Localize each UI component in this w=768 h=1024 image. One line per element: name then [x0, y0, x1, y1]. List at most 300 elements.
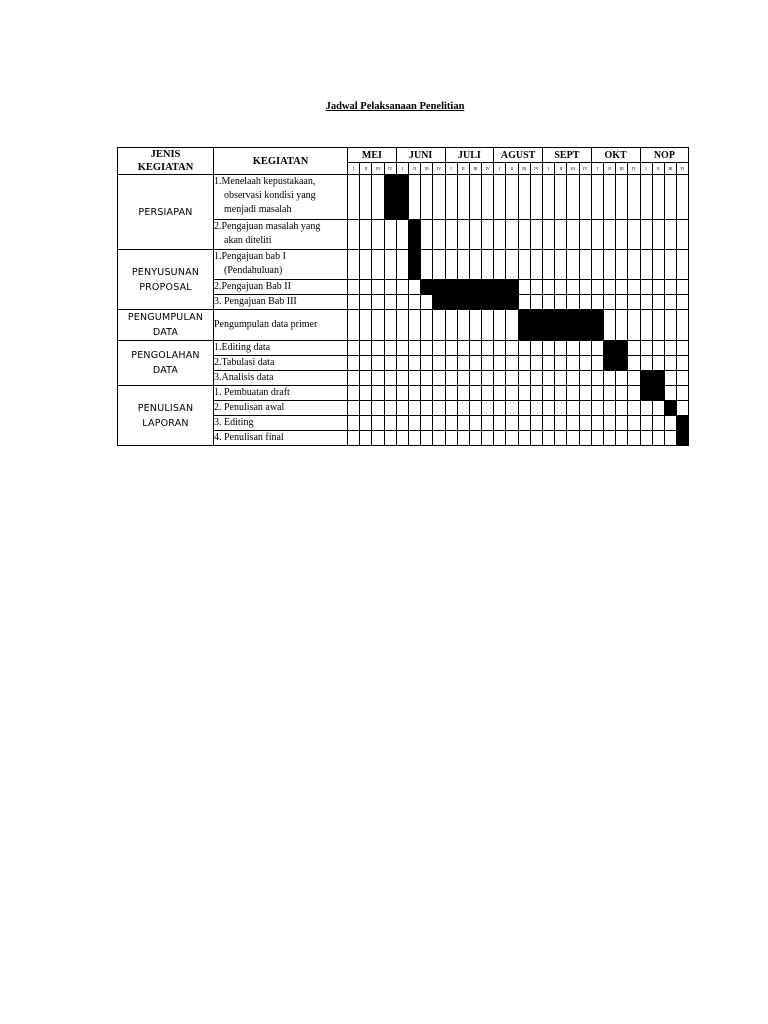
schedule-bar-cell: [640, 371, 652, 386]
schedule-bar-cell: [469, 280, 481, 295]
schedule-empty-cell: [530, 295, 542, 310]
schedule-empty-cell: [396, 250, 408, 280]
schedule-empty-cell: [543, 401, 555, 416]
schedule-empty-cell: [677, 386, 689, 401]
schedule-empty-cell: [664, 295, 676, 310]
schedule-empty-cell: [445, 220, 457, 250]
schedule-empty-cell: [543, 341, 555, 356]
schedule-empty-cell: [652, 431, 664, 446]
schedule-empty-cell: [628, 341, 640, 356]
schedule-empty-cell: [506, 341, 518, 356]
schedule-empty-cell: [506, 250, 518, 280]
jenis-kegiatan-label: PENULISAN: [137, 402, 194, 414]
week-header: IV: [530, 163, 542, 175]
schedule-empty-cell: [433, 356, 445, 371]
schedule-empty-cell: [408, 371, 420, 386]
schedule-empty-cell: [494, 175, 506, 220]
schedule-empty-cell: [579, 341, 591, 356]
schedule-empty-cell: [372, 220, 384, 250]
schedule-empty-cell: [628, 280, 640, 295]
schedule-empty-cell: [396, 401, 408, 416]
schedule-empty-cell: [506, 401, 518, 416]
schedule-empty-cell: [348, 386, 360, 401]
schedule-empty-cell: [530, 356, 542, 371]
activity-label: 3. Editing: [214, 417, 254, 428]
week-header: IV: [482, 163, 494, 175]
schedule-empty-cell: [530, 401, 542, 416]
schedule-empty-cell: [543, 386, 555, 401]
schedule-bar-cell: [494, 280, 506, 295]
schedule-empty-cell: [360, 175, 372, 220]
schedule-empty-cell: [384, 401, 396, 416]
schedule-empty-cell: [457, 250, 469, 280]
schedule-empty-cell: [469, 371, 481, 386]
schedule-empty-cell: [530, 250, 542, 280]
week-header: II: [408, 163, 420, 175]
schedule-empty-cell: [603, 371, 615, 386]
schedule-empty-cell: [652, 220, 664, 250]
schedule-empty-cell: [372, 356, 384, 371]
activity-cell: [214, 250, 348, 280]
week-header: II: [457, 163, 469, 175]
schedule-empty-cell: [494, 310, 506, 341]
schedule-bar-cell: [652, 371, 664, 386]
schedule-empty-cell: [421, 295, 433, 310]
schedule-empty-cell: [603, 386, 615, 401]
schedule-empty-cell: [591, 416, 603, 431]
schedule-empty-cell: [482, 371, 494, 386]
schedule-empty-cell: [421, 310, 433, 341]
schedule-bar-cell: [506, 280, 518, 295]
schedule-bar-cell: [640, 386, 652, 401]
schedule-empty-cell: [640, 356, 652, 371]
schedule-empty-cell: [506, 386, 518, 401]
week-header: III: [421, 163, 433, 175]
schedule-empty-cell: [421, 386, 433, 401]
schedule-empty-cell: [457, 431, 469, 446]
schedule-empty-cell: [518, 295, 530, 310]
schedule-empty-cell: [348, 341, 360, 356]
schedule-empty-cell: [518, 371, 530, 386]
schedule-empty-cell: [372, 310, 384, 341]
week-header: III: [567, 163, 579, 175]
schedule-empty-cell: [482, 175, 494, 220]
schedule-empty-cell: [640, 250, 652, 280]
schedule-empty-cell: [360, 416, 372, 431]
activity-cell: [214, 295, 348, 310]
schedule-empty-cell: [482, 220, 494, 250]
schedule-empty-cell: [664, 341, 676, 356]
schedule-empty-cell: [482, 416, 494, 431]
jenis-kegiatan-label: LAPORAN: [142, 417, 189, 429]
schedule-empty-cell: [469, 250, 481, 280]
schedule-empty-cell: [518, 280, 530, 295]
schedule-empty-cell: [433, 220, 445, 250]
schedule-empty-cell: [421, 220, 433, 250]
jenis-kegiatan-label: PERSIAPAN: [138, 206, 193, 218]
schedule-empty-cell: [543, 371, 555, 386]
activity-label: (Pendahuluan): [224, 265, 283, 276]
activity-row: [118, 175, 689, 220]
schedule-empty-cell: [348, 175, 360, 220]
schedule-empty-cell: [652, 416, 664, 431]
schedule-empty-cell: [677, 250, 689, 280]
schedule-empty-cell: [579, 280, 591, 295]
schedule-empty-cell: [360, 371, 372, 386]
schedule-empty-cell: [360, 431, 372, 446]
schedule-empty-cell: [408, 416, 420, 431]
jenis-header-line1: JENIS: [150, 149, 181, 160]
activity-row: [118, 310, 689, 341]
schedule-empty-cell: [360, 280, 372, 295]
schedule-empty-cell: [640, 220, 652, 250]
schedule-empty-cell: [360, 356, 372, 371]
schedule-empty-cell: [360, 401, 372, 416]
jenis-kegiatan-label: PENGUMPULAN: [127, 312, 204, 323]
schedule-empty-cell: [530, 371, 542, 386]
schedule-empty-cell: [677, 220, 689, 250]
schedule-empty-cell: [555, 356, 567, 371]
schedule-empty-cell: [677, 401, 689, 416]
schedule-empty-cell: [396, 371, 408, 386]
schedule-empty-cell: [494, 356, 506, 371]
week-header: II: [652, 163, 664, 175]
schedule-empty-cell: [518, 356, 530, 371]
schedule-bar-cell: [518, 310, 530, 341]
week-header: II: [360, 163, 372, 175]
week-header: II: [603, 163, 615, 175]
schedule-empty-cell: [530, 220, 542, 250]
activity-label: observasi kondisi yang: [224, 190, 316, 201]
month-header: OKT: [591, 148, 640, 163]
schedule-empty-cell: [652, 295, 664, 310]
schedule-empty-cell: [628, 416, 640, 431]
activity-cell: [214, 371, 348, 386]
schedule-empty-cell: [469, 175, 481, 220]
week-header: III: [616, 163, 628, 175]
schedule-empty-cell: [652, 401, 664, 416]
month-header-row: [118, 148, 689, 163]
schedule-empty-cell: [591, 220, 603, 250]
schedule-empty-cell: [396, 431, 408, 446]
schedule-empty-cell: [567, 175, 579, 220]
schedule-empty-cell: [591, 295, 603, 310]
schedule-bar-cell: [677, 416, 689, 431]
schedule-empty-cell: [360, 295, 372, 310]
schedule-empty-cell: [421, 371, 433, 386]
schedule-empty-cell: [567, 371, 579, 386]
schedule-empty-cell: [579, 220, 591, 250]
schedule-empty-cell: [482, 401, 494, 416]
schedule-empty-cell: [445, 356, 457, 371]
schedule-bar-cell: [482, 295, 494, 310]
schedule-empty-cell: [372, 416, 384, 431]
schedule-empty-cell: [664, 250, 676, 280]
schedule-empty-cell: [628, 401, 640, 416]
schedule-bar-cell: [445, 280, 457, 295]
activity-cell: [214, 356, 348, 371]
schedule-empty-cell: [469, 356, 481, 371]
schedule-empty-cell: [616, 310, 628, 341]
activity-label: 2.Pengajuan Bab II: [214, 281, 291, 292]
schedule-empty-cell: [555, 431, 567, 446]
activity-row: [118, 341, 689, 356]
schedule-bar-cell: [457, 295, 469, 310]
week-header: I: [445, 163, 457, 175]
schedule-empty-cell: [408, 280, 420, 295]
schedule-empty-cell: [567, 280, 579, 295]
schedule-empty-cell: [640, 416, 652, 431]
schedule-empty-cell: [445, 401, 457, 416]
schedule-bar-cell: [384, 175, 396, 220]
schedule-empty-cell: [543, 295, 555, 310]
schedule-empty-cell: [628, 250, 640, 280]
week-header: I: [348, 163, 360, 175]
week-header: II: [506, 163, 518, 175]
jenis-header-line2: KEGIATAN: [137, 162, 194, 173]
week-header: III: [664, 163, 676, 175]
schedule-bar-cell: [482, 280, 494, 295]
week-header: IV: [677, 163, 689, 175]
schedule-empty-cell: [591, 356, 603, 371]
schedule-bar-cell: [616, 341, 628, 356]
schedule-empty-cell: [433, 386, 445, 401]
schedule-empty-cell: [433, 401, 445, 416]
schedule-empty-cell: [396, 416, 408, 431]
schedule-empty-cell: [396, 310, 408, 341]
schedule-empty-cell: [408, 401, 420, 416]
schedule-empty-cell: [372, 431, 384, 446]
schedule-empty-cell: [457, 220, 469, 250]
schedule-empty-cell: [457, 341, 469, 356]
schedule-bar-cell: [603, 356, 615, 371]
schedule-empty-cell: [494, 386, 506, 401]
jenis-kegiatan-cell: [118, 250, 214, 310]
schedule-empty-cell: [591, 280, 603, 295]
schedule-empty-cell: [652, 175, 664, 220]
schedule-empty-cell: [396, 356, 408, 371]
activity-cell: [214, 416, 348, 431]
schedule-empty-cell: [494, 341, 506, 356]
schedule-empty-cell: [652, 356, 664, 371]
schedule-empty-cell: [616, 280, 628, 295]
schedule-empty-cell: [445, 386, 457, 401]
schedule-empty-cell: [360, 386, 372, 401]
schedule-empty-cell: [518, 401, 530, 416]
schedule-empty-cell: [433, 341, 445, 356]
kegiatan-header: KEGIATAN: [214, 148, 348, 175]
schedule-empty-cell: [603, 280, 615, 295]
schedule-empty-cell: [408, 356, 420, 371]
schedule-bar-cell: [555, 310, 567, 341]
schedule-empty-cell: [384, 250, 396, 280]
schedule-empty-cell: [530, 431, 542, 446]
schedule-empty-cell: [603, 401, 615, 416]
schedule-empty-cell: [677, 175, 689, 220]
schedule-empty-cell: [518, 431, 530, 446]
activity-row: [118, 386, 689, 401]
schedule-empty-cell: [555, 416, 567, 431]
schedule-empty-cell: [518, 341, 530, 356]
schedule-empty-cell: [603, 310, 615, 341]
schedule-empty-cell: [579, 295, 591, 310]
schedule-empty-cell: [555, 371, 567, 386]
week-header: I: [494, 163, 506, 175]
schedule-empty-cell: [555, 250, 567, 280]
schedule-empty-cell: [616, 250, 628, 280]
schedule-empty-cell: [348, 356, 360, 371]
schedule-empty-cell: [348, 250, 360, 280]
schedule-empty-cell: [640, 401, 652, 416]
schedule-empty-cell: [591, 401, 603, 416]
schedule-empty-cell: [506, 416, 518, 431]
schedule-empty-cell: [482, 431, 494, 446]
schedule-empty-cell: [457, 416, 469, 431]
schedule-empty-cell: [664, 310, 676, 341]
schedule-empty-cell: [348, 371, 360, 386]
schedule-empty-cell: [567, 295, 579, 310]
schedule-empty-cell: [591, 250, 603, 280]
schedule-empty-cell: [482, 250, 494, 280]
schedule-empty-cell: [506, 431, 518, 446]
month-header: JUNI: [396, 148, 445, 163]
activity-cell: [214, 341, 348, 356]
schedule-empty-cell: [677, 280, 689, 295]
schedule-empty-cell: [640, 295, 652, 310]
schedule-empty-cell: [628, 431, 640, 446]
schedule-empty-cell: [384, 431, 396, 446]
schedule-empty-cell: [445, 371, 457, 386]
schedule-empty-cell: [640, 280, 652, 295]
schedule-empty-cell: [664, 356, 676, 371]
jenis-kegiatan-label: DATA: [152, 365, 179, 376]
schedule-empty-cell: [421, 431, 433, 446]
schedule-empty-cell: [482, 356, 494, 371]
schedule-empty-cell: [628, 295, 640, 310]
week-header: III: [469, 163, 481, 175]
schedule-empty-cell: [494, 401, 506, 416]
schedule-empty-cell: [567, 431, 579, 446]
month-header: JULI: [445, 148, 494, 163]
schedule-empty-cell: [664, 386, 676, 401]
activity-row: [118, 250, 689, 280]
schedule-empty-cell: [433, 431, 445, 446]
month-header: MEI: [348, 148, 397, 163]
schedule-bar-cell: [530, 310, 542, 341]
schedule-empty-cell: [408, 431, 420, 446]
schedule-empty-cell: [348, 416, 360, 431]
schedule-empty-cell: [616, 175, 628, 220]
schedule-empty-cell: [457, 356, 469, 371]
schedule-empty-cell: [433, 371, 445, 386]
activity-cell: [214, 220, 348, 250]
schedule-bar-cell: [433, 280, 445, 295]
schedule-empty-cell: [421, 341, 433, 356]
schedule-bar-cell: [603, 341, 615, 356]
schedule-empty-cell: [591, 341, 603, 356]
week-header: IV: [579, 163, 591, 175]
schedule-empty-cell: [603, 431, 615, 446]
schedule-empty-cell: [360, 310, 372, 341]
schedule-empty-cell: [396, 386, 408, 401]
month-header: SEPT: [543, 148, 592, 163]
jenis-kegiatan-header: [118, 148, 214, 175]
activity-cell: [214, 280, 348, 295]
schedule-bar-cell: [494, 295, 506, 310]
schedule-empty-cell: [396, 220, 408, 250]
schedule-bar-cell: [457, 280, 469, 295]
schedule-empty-cell: [384, 416, 396, 431]
schedule-empty-cell: [445, 416, 457, 431]
schedule-empty-cell: [616, 401, 628, 416]
schedule-empty-cell: [384, 341, 396, 356]
schedule-empty-cell: [591, 175, 603, 220]
schedule-empty-cell: [421, 250, 433, 280]
schedule-empty-cell: [348, 295, 360, 310]
schedule-bar-cell: [469, 295, 481, 310]
schedule-empty-cell: [506, 175, 518, 220]
schedule-empty-cell: [530, 416, 542, 431]
schedule-empty-cell: [603, 220, 615, 250]
schedule-empty-cell: [555, 220, 567, 250]
schedule-empty-cell: [664, 280, 676, 295]
schedule-empty-cell: [530, 341, 542, 356]
schedule-empty-cell: [445, 431, 457, 446]
week-header: III: [372, 163, 384, 175]
schedule-bar-cell: [591, 310, 603, 341]
week-header: I: [396, 163, 408, 175]
schedule-empty-cell: [518, 416, 530, 431]
schedule-empty-cell: [408, 295, 420, 310]
schedule-empty-cell: [372, 341, 384, 356]
activity-cell: [214, 386, 348, 401]
schedule-empty-cell: [579, 175, 591, 220]
schedule-empty-cell: [494, 416, 506, 431]
schedule-empty-cell: [482, 310, 494, 341]
week-header: IV: [384, 163, 396, 175]
schedule-empty-cell: [457, 310, 469, 341]
activity-label: 2.Tabulasi data: [214, 357, 275, 368]
schedule-empty-cell: [396, 295, 408, 310]
schedule-empty-cell: [640, 341, 652, 356]
activity-label: 2.Pengajuan masalah yang: [214, 221, 321, 232]
schedule-empty-cell: [555, 280, 567, 295]
month-header: NOP: [640, 148, 689, 163]
schedule-bar-cell: [616, 356, 628, 371]
schedule-empty-cell: [616, 220, 628, 250]
jenis-kegiatan-cell: [118, 175, 214, 250]
schedule-empty-cell: [482, 386, 494, 401]
schedule-empty-cell: [384, 280, 396, 295]
activity-label: Pengumpulan data primer: [214, 319, 318, 330]
activity-label: 1.Menelaah kepustakaan,: [214, 176, 316, 187]
activity-label: 1.Editing data: [214, 342, 271, 353]
document-title: Jadwal Pelaksanaan Penelitian: [325, 101, 465, 112]
schedule-empty-cell: [469, 310, 481, 341]
schedule-empty-cell: [518, 220, 530, 250]
schedule-empty-cell: [360, 220, 372, 250]
schedule-empty-cell: [652, 341, 664, 356]
activity-cell: [214, 175, 348, 220]
schedule-empty-cell: [457, 175, 469, 220]
schedule-empty-cell: [664, 175, 676, 220]
schedule-empty-cell: [616, 371, 628, 386]
schedule-empty-cell: [579, 401, 591, 416]
activity-label: 4. Penulisan final: [214, 432, 284, 443]
schedule-empty-cell: [677, 371, 689, 386]
schedule-empty-cell: [482, 341, 494, 356]
schedule-empty-cell: [457, 386, 469, 401]
